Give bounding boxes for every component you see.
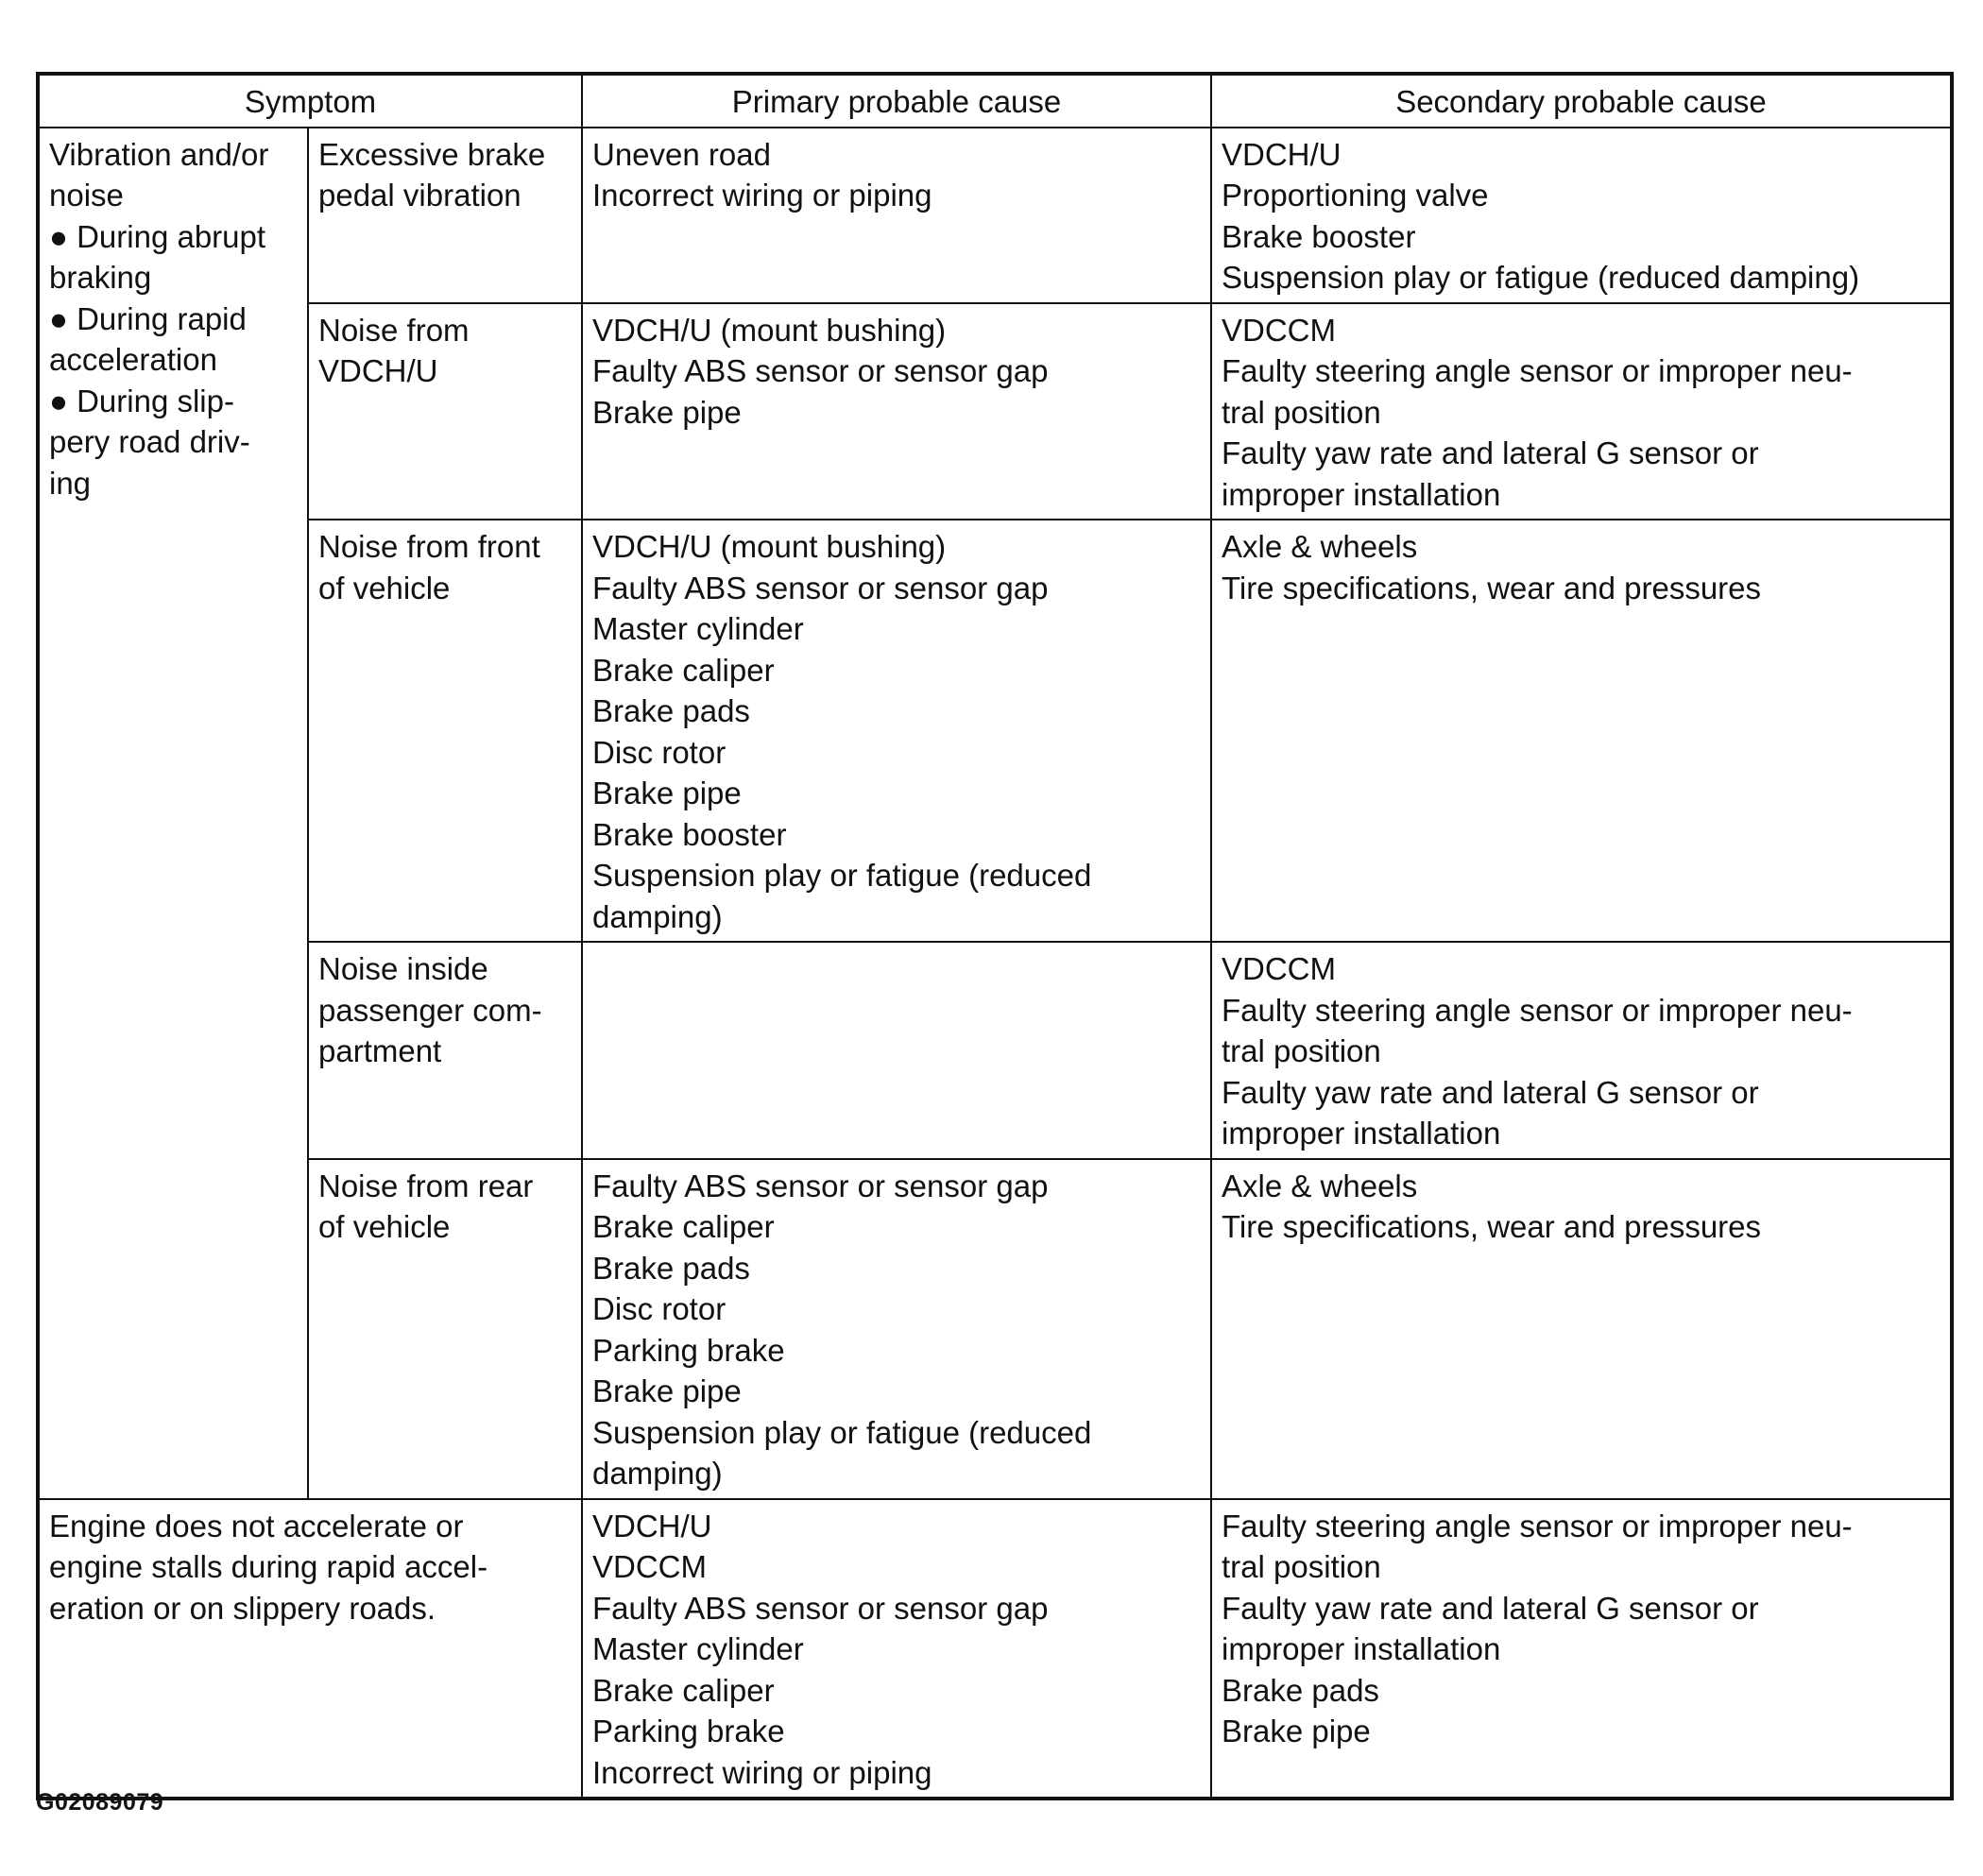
symptom-group-vibration: [38, 128, 308, 1499]
text-line: Suspension play or fatigue (reduced damping): [1222, 260, 1860, 295]
text-line: Brake booster: [1222, 218, 1416, 254]
text-line: Proportioning valve: [1222, 178, 1489, 213]
text-line: pedal vibration: [318, 178, 521, 213]
text-line: passenger com-: [318, 992, 542, 1028]
header-symptom: Symptom: [38, 74, 582, 128]
text-line: VDCH/U: [592, 1508, 712, 1543]
text-line: Faulty yaw rate and lateral G sensor or: [1222, 435, 1759, 470]
text-line: Faulty ABS sensor or sensor gap: [592, 1590, 1049, 1626]
header-primary-cause: Primary probable cause: [582, 74, 1211, 128]
text-line: Faulty steering angle sensor or improper neu-: [1222, 353, 1853, 388]
secondary-cause-cell: [1211, 520, 1952, 942]
text-line: Faulty ABS sensor or sensor gap: [592, 570, 1049, 605]
text-line: Brake pipe: [1222, 1714, 1371, 1748]
secondary-cause-cell: [1211, 1159, 1952, 1499]
text-line: VDCH/U (mount bushing): [592, 529, 947, 564]
text-line: VDCH/U: [318, 353, 438, 388]
text-line: improper installation: [1222, 1631, 1501, 1666]
header-row: [38, 74, 1952, 128]
text-line: Faulty ABS sensor or sensor gap: [592, 353, 1049, 388]
text-line: Noise inside: [318, 951, 488, 986]
text-line: Brake pipe: [592, 776, 742, 810]
text-line: damping): [592, 898, 723, 934]
text-line: Axle & wheels: [1222, 1168, 1418, 1203]
text-line: of vehicle: [318, 570, 451, 605]
text-line: Brake caliper: [592, 1672, 775, 1708]
text-line: Faulty steering angle sensor or improper neu-: [1222, 992, 1853, 1028]
text-line: damping): [592, 1456, 723, 1491]
text-line: Suspension play or fatigue (reduced: [592, 858, 1092, 893]
text-line: Brake pads: [1222, 1672, 1379, 1708]
text-line: VDCCM: [1222, 951, 1336, 986]
header-secondary-cause: Secondary probable cause: [1211, 74, 1952, 128]
text-line: tral position: [1222, 394, 1381, 430]
secondary-cause-cell: [1211, 1499, 1952, 1799]
text-line: Brake pipe: [592, 1373, 742, 1408]
text-line: Tire specifications, wear and pressures: [1222, 570, 1762, 605]
text-line: VDCCM: [1222, 312, 1336, 348]
text-line: VDCH/U (mount bushing): [592, 312, 947, 348]
table-row: [38, 942, 1952, 1159]
sub-symptom-cell: [308, 942, 582, 1159]
text-line: Brake pads: [592, 693, 750, 728]
figure-id: G02089079: [36, 1789, 164, 1816]
text-line: Master cylinder: [592, 611, 804, 646]
symptom-cell-engine: [38, 1499, 582, 1799]
table-row: [38, 303, 1952, 520]
text-line: engine stalls during rapid accel-: [49, 1549, 488, 1584]
secondary-cause-cell: [1211, 128, 1952, 303]
text-line: Master cylinder: [592, 1631, 804, 1666]
sub-symptom-cell: [308, 303, 582, 520]
text-line: ing: [49, 465, 92, 501]
text-line: Brake pads: [592, 1250, 750, 1286]
text-line: Noise from: [318, 312, 470, 348]
text-line: Noise from front: [318, 529, 540, 564]
text-line: eration or on slippery roads.: [49, 1590, 436, 1626]
text-line: Noise from rear: [318, 1168, 534, 1203]
text-line: Vibration and/or: [49, 136, 269, 172]
text-line: noise: [49, 178, 124, 213]
primary-cause-cell: [582, 303, 1211, 520]
text-line: ● During slip-: [49, 383, 234, 418]
text-line: tral position: [1222, 1549, 1381, 1584]
text-line: Uneven road: [592, 136, 771, 172]
table-row: [38, 1159, 1952, 1499]
text-line: Brake caliper: [592, 1209, 775, 1244]
text-line: Faulty yaw rate and lateral G sensor or: [1222, 1590, 1759, 1626]
table-row: [38, 128, 1952, 303]
text-line: Brake booster: [592, 816, 787, 852]
text-line: Faulty steering angle sensor or improper neu-: [1222, 1508, 1853, 1543]
text-line: braking: [49, 260, 152, 295]
text-line: partment: [318, 1033, 442, 1068]
text-line: Incorrect wiring or piping: [592, 178, 932, 213]
text-line: Incorrect wiring or piping: [592, 1754, 932, 1790]
table-row: [38, 520, 1952, 942]
text-line: Tire specifications, wear and pressures: [1222, 1209, 1762, 1244]
text-line: of vehicle: [318, 1209, 451, 1244]
text-line: acceleration: [49, 342, 217, 377]
secondary-cause-cell: [1211, 942, 1952, 1159]
text-line: improper installation: [1222, 476, 1501, 512]
sub-symptom-cell: [308, 1159, 582, 1499]
table-row: [38, 1499, 1952, 1799]
text-line: tral position: [1222, 1033, 1381, 1068]
primary-cause-cell: [582, 1159, 1211, 1499]
sub-symptom-cell: [308, 520, 582, 942]
primary-cause-cell: [582, 1499, 1211, 1799]
text-line: Faulty ABS sensor or sensor gap: [592, 1168, 1049, 1203]
text-line: VDCH/U: [1222, 136, 1342, 172]
primary-cause-cell-empty: [582, 942, 1211, 1159]
text-line: Parking brake: [592, 1714, 785, 1748]
diagnosis-table: [36, 72, 1954, 1800]
text-line: Brake pipe: [592, 394, 742, 430]
primary-cause-cell: [582, 128, 1211, 303]
text-line: Suspension play or fatigue (reduced: [592, 1414, 1092, 1450]
text-line: VDCCM: [592, 1549, 707, 1584]
text-line: Axle & wheels: [1222, 529, 1418, 564]
secondary-cause-cell: [1211, 303, 1952, 520]
text-line: improper installation: [1222, 1116, 1501, 1151]
text-line: Disc rotor: [592, 1291, 727, 1326]
primary-cause-cell: [582, 520, 1211, 942]
text-line: ● During rapid: [49, 300, 247, 336]
sub-symptom-cell: [308, 128, 582, 303]
text-line: Brake caliper: [592, 652, 775, 688]
text-line: Parking brake: [592, 1332, 785, 1368]
text-line: Faulty yaw rate and lateral G sensor or: [1222, 1074, 1759, 1110]
text-line: Disc rotor: [592, 734, 727, 770]
text-line: Excessive brake: [318, 136, 546, 172]
text-line: ● During abrupt: [49, 218, 266, 254]
text-line: pery road driv-: [49, 424, 250, 459]
text-line: Engine does not accelerate or: [49, 1508, 464, 1543]
